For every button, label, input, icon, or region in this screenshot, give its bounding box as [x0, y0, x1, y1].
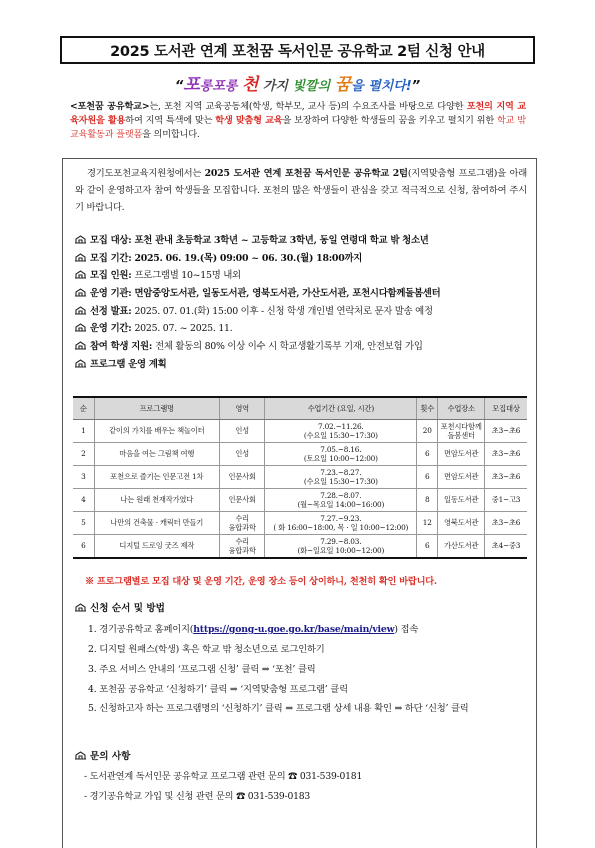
col-header-place: 수업장소	[438, 397, 485, 420]
cell-count: 6	[417, 466, 438, 489]
cell-target: 초3~초6	[485, 443, 527, 466]
info-label: 모집 대상:	[90, 235, 135, 246]
contact-heading-text: 문의 사항	[90, 751, 131, 762]
apply-step-5: 5. 신청하고자 하는 프로그램명의 ‘신청하기’ 클릭 ⇒ 프로그램 상세 내용 확인 ⇒ 하단 ‘신청’ 클릭	[88, 703, 469, 714]
apply-step-1	[88, 620, 528, 640]
info-label: 모집 기간:	[90, 252, 135, 264]
intro-seg: 을 의미합니다.	[142, 129, 200, 140]
slogan	[0, 70, 595, 95]
cell-place: 영북도서관	[438, 512, 485, 535]
info-item-capacity	[74, 267, 534, 285]
info-value: 2025. 07. ~ 2025. 11.	[134, 323, 233, 335]
period-time: (화~일요일 10:00~12:00)	[297, 546, 385, 555]
info-label: 운영 기간:	[90, 323, 135, 335]
announcement-paragraph	[75, 165, 527, 216]
apply-step-2: 2. 디지털 원패스(학생) 혹은 학교 밖 청소년으로 로그인하기	[88, 644, 325, 655]
cell-period	[265, 420, 417, 443]
info-value: 포천 관내 초등학교 3학년 ~ 고등학교 3학년, 동일 연령대 학교 밖 청소년	[134, 235, 429, 246]
cell-count: 20	[417, 420, 438, 443]
contact-heading	[74, 748, 130, 762]
col-header-target: 모집대상	[485, 397, 527, 420]
school-icon	[74, 322, 87, 332]
school-icon	[74, 287, 87, 297]
cell-no: 6	[73, 535, 94, 559]
period-time: (월~목요일 14:00~16:00)	[297, 500, 385, 509]
cell-no: 5	[73, 512, 94, 535]
col-header-area: 영역	[219, 397, 265, 420]
cell-name: 나만의 건축물 · 캐릭터 만들기	[94, 512, 219, 535]
apply-step-4: 4. 포천꿈 공유학교 ‘신청하기’ 클릭 ⇒ ‘지역맞춤형 프로그램’ 클릭	[88, 684, 348, 695]
school-icon	[74, 305, 87, 315]
cell-place: 가산도서관	[438, 535, 485, 559]
info-item-institutions	[74, 285, 534, 303]
cell-place: 일동도서관	[438, 489, 485, 512]
info-label: 운영 기관:	[90, 288, 135, 300]
info-label: 모집 인원:	[90, 270, 135, 282]
slogan-part-7: 꿈	[334, 75, 352, 95]
intro-seg: 을 보장하여 다양한 학생들의 꿈을 키우고 펼치기 위한	[282, 115, 497, 126]
cell-area: 인성	[219, 443, 265, 466]
period-dates: 7.23.~8.27.	[320, 467, 362, 477]
cell-name: 포천으로 즐기는 인문고전 1차	[94, 466, 219, 489]
info-item-target	[74, 232, 534, 250]
page-title: 2025 도서관 연계 포천꿈 독서인문 공유학교 2텀 신청 안내	[60, 36, 535, 64]
table-row	[73, 443, 527, 466]
period-dates: 7.05.~8.16.	[320, 444, 362, 454]
apply-steps	[88, 620, 528, 718]
contact-list	[84, 767, 362, 807]
contact-library: - 도서관연계 독서인문 공유학교 프로그램 관련 문의 ☎ 031-539-0181	[84, 771, 363, 782]
cell-count: 8	[417, 489, 438, 512]
period-dates: 7.28.~8.07.	[320, 490, 362, 500]
cell-area: 인문사회	[219, 466, 265, 489]
info-value: 면암중앙도서관, 일동도서관, 영북도서관, 가산도서관, 포천시다함께돌봄센터	[134, 288, 441, 300]
school-icon	[74, 252, 87, 262]
school-icon	[74, 234, 87, 244]
info-label: 선정 발표:	[90, 305, 135, 317]
intro-highlight: 학생 맞춤형 교육	[215, 115, 283, 126]
cell-period	[265, 535, 417, 559]
table-row	[73, 512, 527, 535]
cell-place: 포천시다함께돌봄센터	[438, 420, 485, 443]
slogan-part-2: 롱포롱	[199, 79, 242, 94]
slogan-open-quote: “	[174, 79, 184, 94]
table-row	[73, 535, 527, 559]
cell-count: 12	[417, 512, 438, 535]
info-item-plan	[74, 356, 534, 374]
intro-highlight: 포천의 지역 교육자원을 활용	[70, 101, 526, 126]
period-dates: 7.27.~9.23.	[320, 513, 362, 523]
para-seg: 경기도포천교육지원청에서는	[87, 168, 205, 179]
col-header-count: 횟수	[417, 397, 438, 420]
info-list	[74, 232, 534, 374]
cell-count: 6	[417, 443, 438, 466]
para-program-name: 2025 도서관 연계 포천꿈 독서인문 공유학교 2텀	[204, 168, 408, 179]
school-icon	[74, 340, 87, 350]
info-item-announcement	[74, 303, 534, 321]
slogan-part-4: 가지	[258, 79, 293, 94]
cell-no: 1	[73, 420, 94, 443]
cell-target: 초3~초6	[485, 420, 527, 443]
intro-highlight: 학교 밖 교육활동과 플랫폼	[70, 115, 526, 140]
period-time: (수요일 15:30~17:30)	[303, 431, 378, 440]
info-item-period	[74, 250, 534, 268]
cell-target: 중1~고3	[485, 489, 527, 512]
col-header-period: 수업기간 (요일, 시간)	[265, 397, 417, 420]
slogan-part-8: 을 펼치다!	[351, 79, 412, 94]
info-label: 프로그램 운영 계획	[90, 358, 167, 370]
info-item-support	[74, 338, 534, 356]
cell-no: 4	[73, 489, 94, 512]
cell-target: 초3~초6	[485, 466, 527, 489]
table-row	[73, 466, 527, 489]
info-label: 참여 학생 지원:	[90, 341, 156, 353]
cell-period	[265, 489, 417, 512]
school-icon	[74, 750, 87, 760]
school-icon	[74, 602, 87, 612]
apply-heading-text: 신청 순서 및 방법	[90, 603, 165, 614]
step-text: ) 접속	[394, 624, 419, 635]
cell-target: 초3~초6	[485, 512, 527, 535]
slogan-close-quote: ”	[411, 79, 421, 94]
intro-seg: 는, 포천 지역 교육공동체(학생, 학부모, 교사 등)의 수요조사를 바탕으로 다양한	[149, 101, 467, 112]
cell-area: 인문사회	[219, 489, 265, 512]
cell-no: 3	[73, 466, 94, 489]
cell-place: 면암도서관	[438, 443, 485, 466]
apply-step-3: 3. 주요 서비스 안내의 ‘프로그램 신청’ 클릭 ⇒ ‘포천’ 클릭	[88, 664, 316, 675]
cell-place: 면암도서관	[438, 466, 485, 489]
info-value: 프로그램별 10~15명 내외	[134, 270, 241, 282]
slogan-part-1: 포	[183, 75, 200, 95]
slogan-part-3: 천	[241, 75, 259, 95]
period-time: ( 화 16:00~18:00, 목 · 일 10:00~12:00)	[273, 523, 409, 532]
cell-period	[265, 443, 417, 466]
cell-area: 인성	[219, 420, 265, 443]
period-time: (수요일 15:30~17:30)	[303, 477, 378, 486]
step-text: 1. 경기공유학교 홈페이지(	[88, 624, 194, 635]
info-value: 2025. 07. 01.(화) 15:00 이후 - 신청 학생 개인별 연락처로 문자 발송 예정	[134, 305, 433, 317]
cell-no: 2	[73, 443, 94, 466]
program-notice: ※ 프로그램별로 모집 대상 및 운영 기간, 운영 장소 등이 상이하니, 천천히 확인 바랍니다.	[85, 576, 437, 587]
school-icon	[74, 269, 87, 279]
cell-area: 수리 융합과학	[219, 512, 265, 535]
cell-target: 초4~중3	[485, 535, 527, 559]
table-header-row	[73, 397, 527, 420]
cell-period	[265, 466, 417, 489]
program-table	[73, 396, 527, 559]
cell-name: 디지털 드로잉 굿즈 제작	[94, 535, 219, 559]
col-header-no: 순	[73, 397, 94, 420]
period-time: (토요일 10:00~12:00)	[303, 454, 378, 463]
info-value: 전체 활동의 80% 이상 이수 시 학교생활기록부 기재, 안전보험 가입	[155, 341, 423, 353]
col-header-name: 프로그램명	[94, 397, 219, 420]
para-seg: (지역맞춤형 프로그램)을 아래와 같이 운영하고자 참여 학생들을 모집합니다. 포천의 많은 학생들이 관심을 갖고 적극적으로 신청, 참여하여 주시기 바랍니다.	[75, 168, 528, 213]
apply-heading	[74, 600, 165, 614]
table-row	[73, 489, 527, 512]
period-dates: 7.02.~11.26.	[318, 421, 364, 431]
intro-text	[70, 100, 526, 142]
cell-name: 마음을 여는 그림책 여행	[94, 443, 219, 466]
info-item-operation-period	[74, 320, 534, 338]
cell-period	[265, 512, 417, 535]
school-icon	[74, 358, 87, 368]
intro-term: <포천꿈 공유학교>	[70, 101, 150, 112]
intro-seg: 하여 지역 특색에 맞는	[125, 115, 216, 126]
cell-name: 같이의 가치를 배우는 책놀이터	[94, 420, 219, 443]
cell-name: 나는 원래 천재작가였다	[94, 489, 219, 512]
cell-count: 6	[417, 535, 438, 559]
period-dates: 7.29.~8.03.	[320, 536, 362, 546]
homepage-link[interactable]: https://gong-u.goe.go.kr/base/main/view	[193, 624, 395, 635]
cell-area: 수리 융합과학	[219, 535, 265, 559]
table-row	[73, 420, 527, 443]
info-value: 2025. 06. 19.(목) 09:00 ~ 06. 30.(월) 18:00까지	[134, 252, 363, 264]
slogan-part-5: 빛깔의	[292, 79, 331, 94]
contact-sharing-school: - 경기공유학교 가입 및 신청 관련 문의 ☎ 031-539-0183	[84, 791, 311, 802]
